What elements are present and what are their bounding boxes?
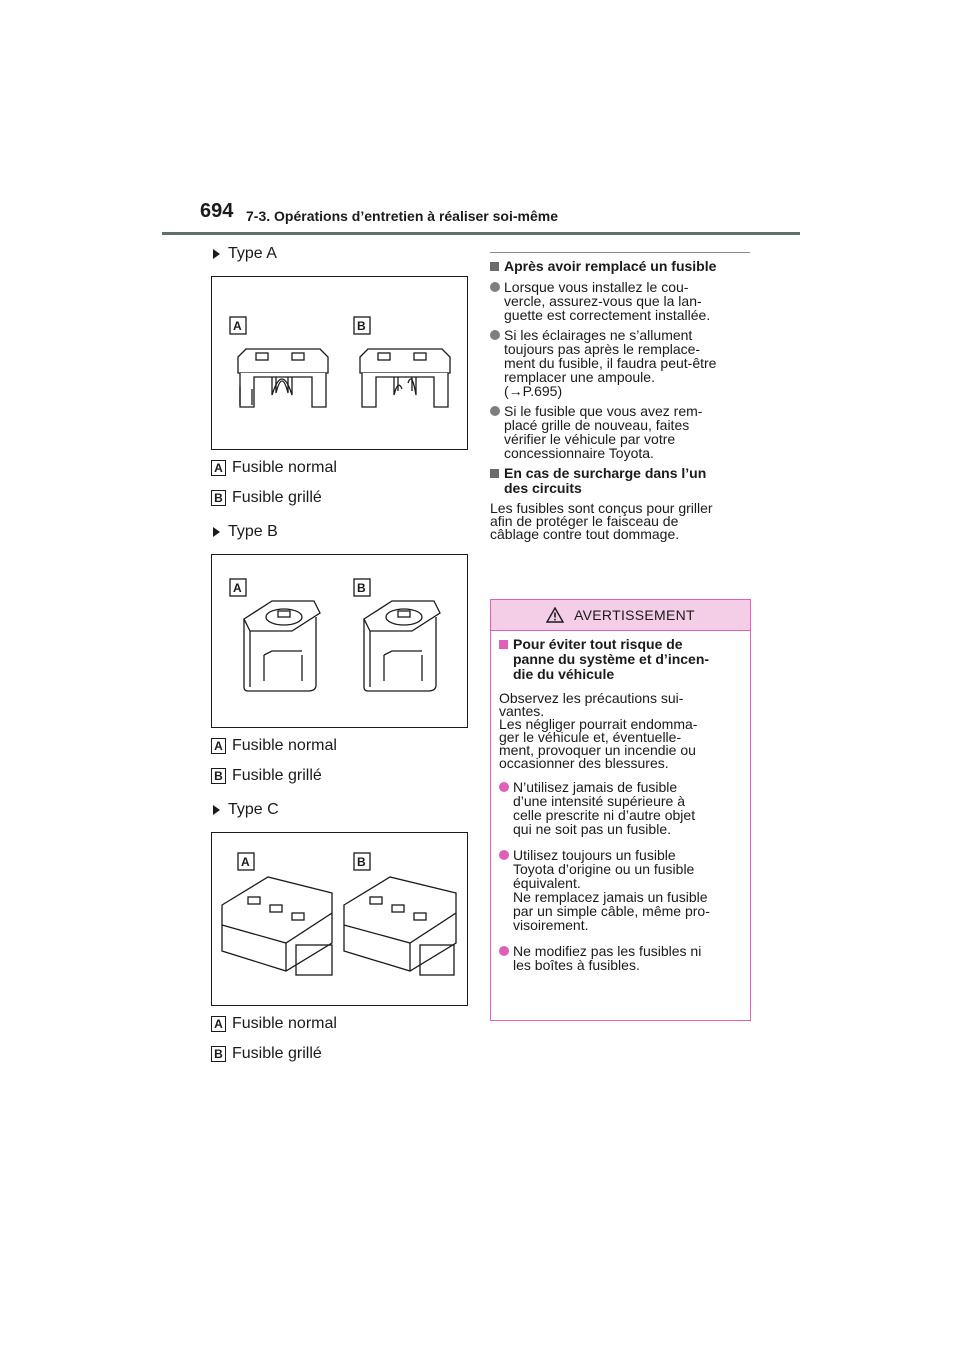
figure-type-a — [211, 276, 468, 450]
arrow-right-icon — [213, 249, 220, 259]
section-title: 7-3. Opérations d’entretien à réaliser soi-même — [246, 208, 559, 224]
type-b-label: Type B — [228, 523, 278, 540]
list-item-text: Utilisez toujours un fusible Toyota d’origine ou un fusible équivalent. Ne remplacez jamais un fusible par un simple câble, même pro- visoirement. — [513, 847, 710, 933]
list-item-text: Si les éclairages ne s’allument toujours pas après le remplace- ment du fusible, il faudra peut-être remplacer une ampoule. (→P.695) — [504, 327, 717, 399]
list-item-text: Si le fusible que vous avez rem- placé grille de nouveau, faites vérifier le véhicule par votre concessionnaire Toyota. — [504, 403, 703, 461]
badge-b: B — [357, 319, 366, 333]
figure-type-b — [211, 554, 468, 728]
square-bullet-icon — [490, 262, 499, 271]
box-fuse-illustration — [212, 833, 469, 1007]
circle-bullet-icon — [490, 330, 500, 340]
legend-text: Fusible normal — [232, 459, 337, 476]
list-item — [499, 944, 742, 972]
square-bullet-icon — [490, 469, 499, 478]
circle-bullet-icon — [499, 946, 509, 956]
list-item — [490, 328, 750, 398]
warning-intro: Observez les précautions sui- vantes. Les négliger pourrait endomma- ger le véhicule et, éventuelle- ment, provoquer un incendie ou occasionner des blessures. — [499, 690, 698, 771]
overload-heading — [490, 466, 750, 496]
square-bullet-icon — [499, 640, 508, 649]
legend-b-blown — [211, 764, 469, 788]
legend-b-blown — [211, 1042, 469, 1066]
legend-b-blown — [211, 486, 469, 510]
warning-box — [490, 599, 751, 1021]
arrow-right-icon — [213, 805, 220, 815]
arrow-right-icon — [213, 527, 220, 537]
badge-a: A — [233, 319, 242, 333]
header-divider — [162, 232, 800, 235]
legend-badge: A — [211, 738, 226, 754]
after-replacing-heading — [490, 259, 750, 274]
warning-title: Pour éviter tout risque de panne du système et d’incen- die du véhicule — [513, 636, 710, 682]
type-c-label: Type C — [228, 801, 279, 818]
badge-b: B — [357, 855, 366, 869]
fuse-types-column — [211, 242, 469, 1066]
type-a-heading — [211, 242, 469, 266]
legend-text: Fusible grillé — [232, 767, 322, 784]
warning-header-text: AVERTISSEMENT — [574, 607, 695, 623]
legend-badge: A — [211, 1016, 226, 1032]
circle-bullet-icon — [499, 782, 509, 792]
type-b-heading — [211, 520, 469, 544]
legend-a-normal — [211, 1012, 469, 1036]
list-item — [490, 404, 750, 460]
legend-text: Fusible grillé — [232, 1045, 322, 1062]
list-item — [490, 280, 750, 322]
blade-fuse-illustration — [212, 277, 469, 451]
cartridge-fuse-illustration — [212, 555, 469, 729]
badge-b: B — [357, 581, 366, 595]
legend-badge: A — [211, 460, 226, 476]
figure-type-c — [211, 832, 468, 1006]
type-a-label: Type A — [228, 245, 277, 262]
list-item-text: N’utilisez jamais de fusible d’une intensité supérieure à celle prescrite ni d’autre objet qui ne soit pas un fusible. — [513, 779, 696, 837]
legend-badge: B — [211, 768, 226, 784]
warning-body — [491, 631, 750, 972]
legend-text: Fusible normal — [232, 737, 337, 754]
info-column — [490, 252, 750, 547]
legend-a-normal — [211, 456, 469, 480]
section-divider — [490, 252, 750, 253]
circle-bullet-icon — [499, 850, 509, 860]
legend-badge: B — [211, 490, 226, 506]
circle-bullet-icon — [490, 282, 500, 292]
legend-a-normal — [211, 734, 469, 758]
badge-a: A — [233, 581, 242, 595]
list-item-text: Lorsque vous installez le cou- vercle, assurez-vous que la lan- guette est correctement installée. — [504, 279, 711, 323]
legend-text: Fusible grillé — [232, 489, 322, 506]
type-c-heading — [211, 798, 469, 822]
after-replacing-title: Après avoir remplacé un fusible — [504, 258, 717, 274]
circle-bullet-icon — [490, 406, 500, 416]
warning-triangle-icon — [546, 607, 564, 623]
list-item — [499, 848, 742, 932]
overload-text: Les fusibles sont conçus pour griller afin de protéger le faisceau de câblage contre tout dommage. — [490, 500, 713, 542]
badge-a: A — [241, 855, 250, 869]
warning-header — [491, 600, 750, 631]
list-item-text: Ne modifiez pas les fusibles ni les boîtes à fusibles. — [513, 943, 702, 973]
list-item — [499, 780, 742, 836]
page-number: 694 — [200, 200, 234, 222]
warning-title-row — [499, 637, 742, 682]
legend-badge: B — [211, 1046, 226, 1062]
legend-text: Fusible normal — [232, 1015, 337, 1032]
overload-title: En cas de surcharge dans l’un des circuits — [504, 465, 707, 496]
